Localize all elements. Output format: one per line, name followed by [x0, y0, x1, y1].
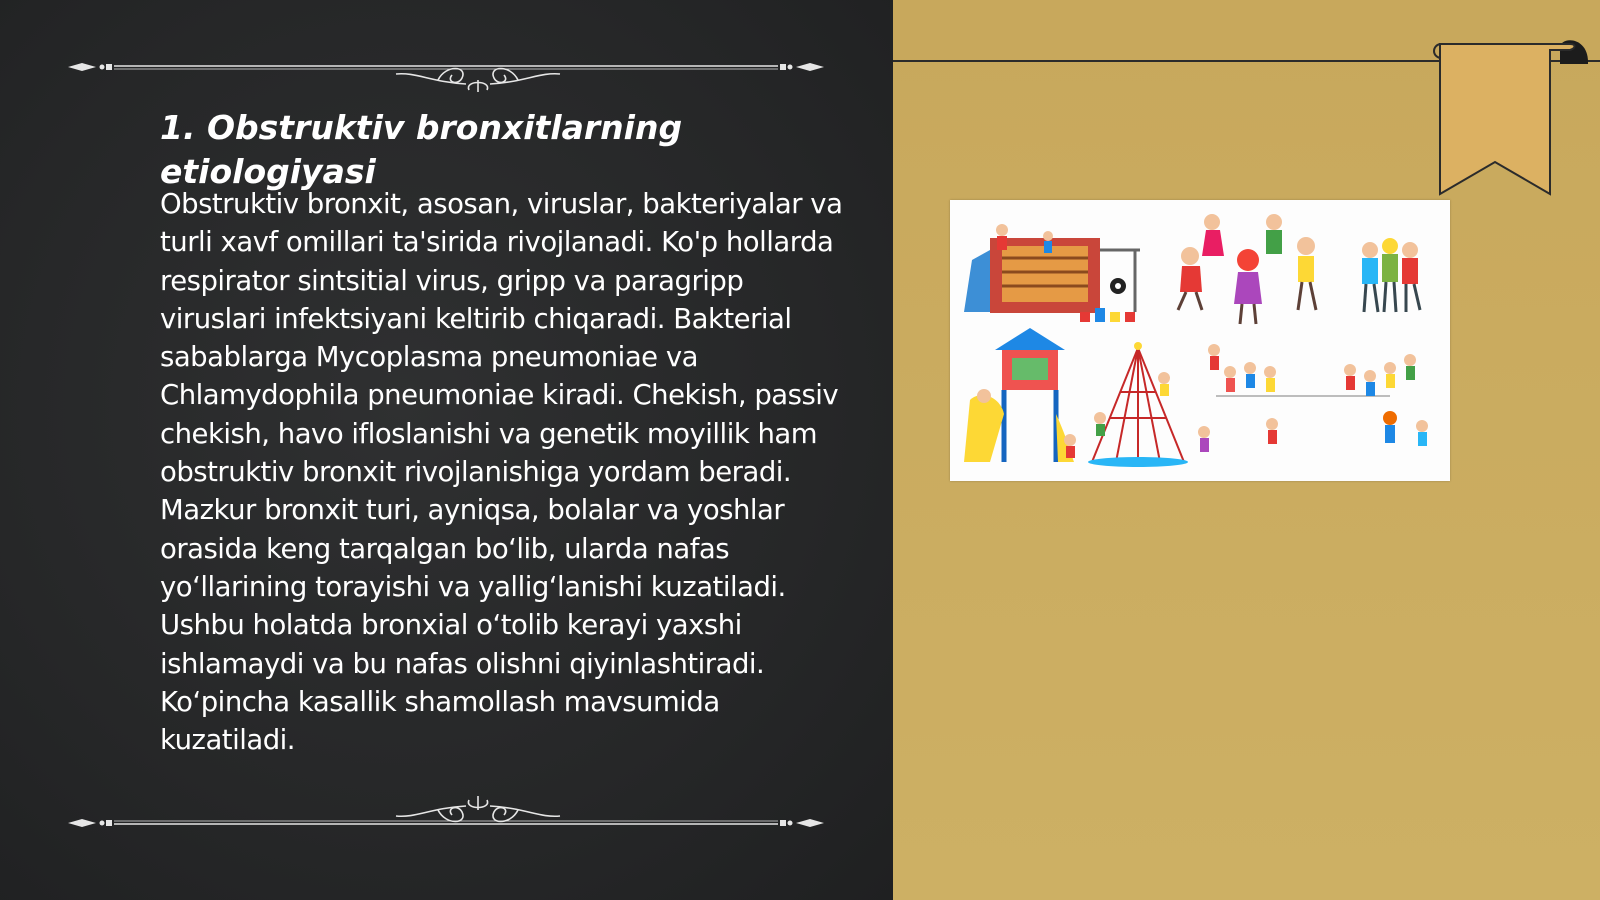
children-playground-image: [950, 200, 1450, 481]
slide-title: 1. Obstruktiv bronxitlarning etiologiyasi: [160, 108, 683, 191]
slide-body-text: Obstruktiv bronxit, asosan, viruslar, bakteriyalar va turli xavf omillari ta'sirida rivojlanadi. Ko'p hollarda respirator sintsitial virus, gripp va paragripp viruslari infektsiyani keltirib chiqaradi. Bakterial sabablarga Mycoplasma pneumoniae va Chlamydophila pneumoniae kiradi. Chekish, passiv chekish, havo ifloslanishi va genetik moyillik ham obstruktiv bronxit rivojlanishiga yordam beradi. Mazkur bronxit turi, ayniqsa, bolalar va yoshlar orasida keng tarqalgan bo‘lib, ularda nafas yo‘llarining torayishi va yallig‘lanishi kuzatiladi. Ushbu holatda bronxial o‘tolib kerayi yaxshi ishlamaydi va bu nafas olishni qiyinlashtiradi. Ko‘pincha kasallik shamollash mavsumida kuzatiladi.: [160, 188, 843, 757]
children-playground-illustration-icon: [950, 200, 1450, 481]
top-ornament-divider: [66, 42, 826, 92]
bottom-ornament-divider: [66, 782, 826, 832]
bookmark-ribbon-icon: [1430, 34, 1590, 204]
